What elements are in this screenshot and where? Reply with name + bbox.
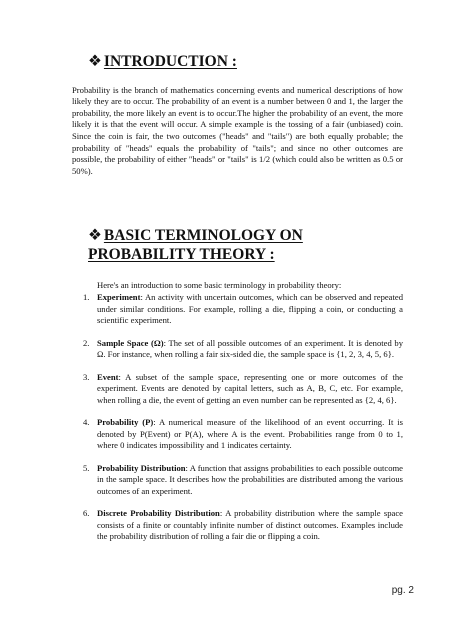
- item-definition: : An activity with uncertain outcomes, which can be observed and repeated under similar conditions. For example, rolling a die, flipping a coin, or conducting a scientific experiment.: [97, 292, 403, 326]
- item-term: Sample Space (Ω): [97, 337, 164, 348]
- diamond-bullet-icon: ❖: [88, 227, 102, 244]
- introduction-heading: [88, 52, 237, 71]
- item-definition: : A subset of the sample space, representing one or more outcomes of the experiment. Events are denoted by capital letters, such as A, B, C, etc. For example, when rolling a die, the event of getting an even number can be represented as {2, 4, 6}.: [97, 371, 403, 405]
- introduction-paragraph: Probability is the branch of mathematics concerning events and numerical descriptions of how likely they are to occur. The probability of an event is a number between 0 and 1, the larger the probability, the more likely an event is to occur.The higher the probability of an event, the more likely it is that the event will occur. A simple example is the tossing of a fair (unbiased) coin. Since the coin is fair, the two outcomes ("heads" and "tails") are both equally probable; the probability of "heads" equals the probability of "tails"; and since no other outcomes are possible, the probability of either "heads" or "tails" is 1/2 (which could also be written as 0.5 or 50%).: [72, 84, 403, 176]
- item-definition: : A function that assigns probabilities to each possible outcome in the sample space. It describes how the probabilities are distributed among the various outcomes of an experiment.: [97, 462, 403, 496]
- item-definition: : A numerical measure of the likelihood of an event occurring. It is denoted by P(Event) or P(A), where A is the event. Probabilities range from 0 to 1, where 0 indicates impossibility and 1 indicates certainty.: [97, 417, 403, 451]
- item-number: 3.: [83, 371, 90, 382]
- item-term: Probability Distribution: [97, 462, 186, 473]
- item-definition: : The set of all possible outcomes of an experiment. It is denoted by Ω. For instance, when rolling a fair six-sided die, the sample space is {1, 2, 3, 4, 5, 6}.: [97, 337, 403, 360]
- item-definition: : A probability distribution where the sample space consists of a finite or countably infinite number of distinct outcomes. Examples include the probability distribution of rolling a fair die or flipping a coin.: [97, 508, 403, 542]
- item-number: 1.: [83, 292, 90, 302]
- item-number: 2.: [83, 337, 90, 348]
- list-item: [72, 292, 403, 327]
- terminology-heading: [88, 226, 398, 264]
- list-item: [72, 463, 403, 498]
- diamond-bullet-icon: ❖: [88, 53, 102, 70]
- list-item: [72, 338, 403, 361]
- terminology-heading-text: BASIC TERMINOLOGY ON PROBABILITY THEORY :: [88, 227, 303, 263]
- item-number: 5.: [83, 462, 90, 473]
- item-term: Probability (P): [97, 417, 154, 428]
- introduction-heading-text: INTRODUCTION :: [103, 53, 237, 70]
- item-term: Event: [97, 371, 119, 382]
- list-item: [72, 508, 403, 543]
- terminology-lead: Here's an introduction to some basic terminology in probability theory:: [97, 279, 342, 290]
- item-term: Discrete Probability Distribution: [97, 508, 220, 519]
- list-item: [72, 417, 403, 452]
- item-term: Experiment: [97, 292, 141, 302]
- terminology-list: [72, 292, 403, 554]
- page-number: pg. 2: [391, 585, 414, 596]
- item-number: 4.: [83, 417, 90, 428]
- item-number: 6.: [83, 508, 90, 519]
- list-item: [72, 372, 403, 407]
